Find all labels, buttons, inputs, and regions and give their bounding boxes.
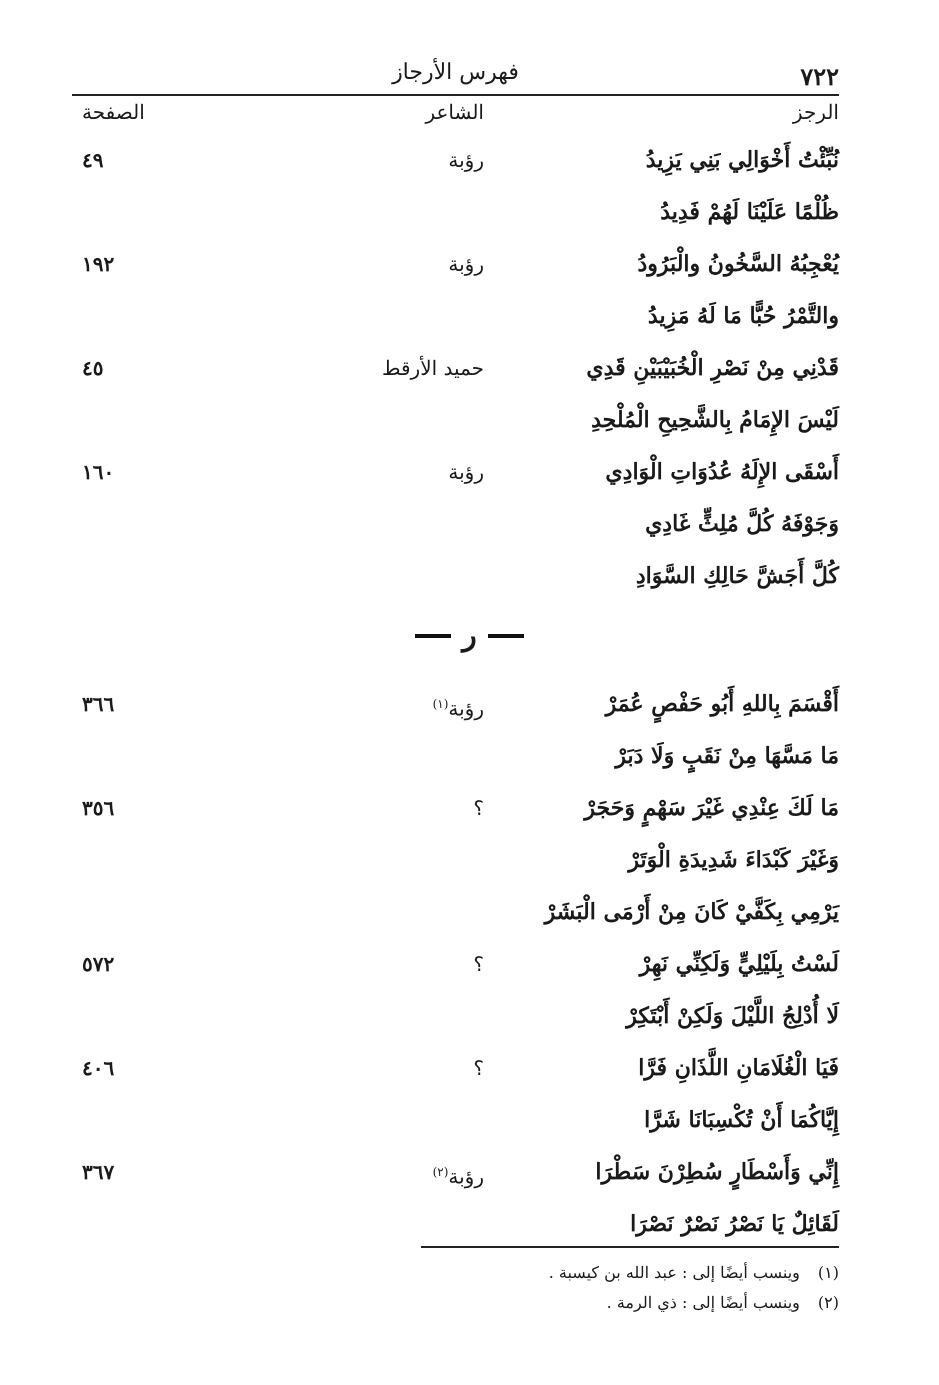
footnote [239, 1288, 839, 1318]
index-entry [72, 238, 839, 342]
index-entry [72, 1146, 839, 1250]
footnotes [239, 1258, 839, 1318]
index-entry [72, 1042, 839, 1146]
verse-line: لَقَائِلٌ يَا نَصْرُ نَصْرٌ نَصْرَا [630, 1211, 839, 1237]
index-entry [72, 938, 839, 1042]
page-reference: ٣٦٧ [82, 1160, 115, 1184]
column-header-poet: الشاعر [425, 100, 484, 124]
verse-line: وَجَوْفَهُ كُلَّ مُلِثٍّ غَادِي [645, 511, 839, 537]
header-rule [72, 94, 839, 96]
verse-line: مَا مَسَّهَا مِنْ نَقَبٍ وَلَا دَبَرْ [615, 743, 839, 769]
heading-dash [415, 634, 451, 638]
page-number: ٧٢٢ [800, 62, 839, 91]
verse-line: فَيَا الْغُلَامَانِ اللَّذَانِ فَرَّا [638, 1055, 839, 1081]
page-reference: ٣٦٦ [82, 692, 115, 716]
verse-line: لَا أُدْلِجُ اللَّيْلَ وَلَكِنْ أَبْتَكِرْ [626, 1003, 839, 1029]
page-reference: ٣٥٦ [82, 796, 115, 820]
page-reference: ٤٠٦ [82, 1056, 115, 1080]
verse-line: أَسْقَى الإِلَهُ عُدُوَاتِ الْوَادِي [605, 459, 839, 485]
verse-line: يُعْجِبُهُ السَّخُونُ والْبَرُودُ [637, 251, 839, 277]
index-entry [72, 678, 839, 782]
index-entry [72, 782, 839, 938]
verse-line: يَرْمِي بِكَفَّيْ كَانَ مِنْ أَرْمَى الْبَشَرْ [544, 899, 839, 925]
section-dal [72, 134, 839, 602]
index-entry [72, 342, 839, 446]
poet-name: رؤبة [448, 252, 484, 276]
poet-unknown: ؟ [473, 1056, 484, 1080]
verse-line: ظُلْمًا عَلَيْنَا لَهُمْ فَدِيدُ [660, 199, 839, 225]
poet-unknown: ؟ [473, 796, 484, 820]
section-letter-heading [0, 618, 939, 668]
verse-line: قَدْنِي مِنْ نَصْرِ الْخُبَيْبَيْنِ قَدِي [586, 355, 839, 381]
poet-name: رؤبة$^{(١)}$ [432, 696, 484, 721]
poet-name: حميد الأرقط [382, 356, 484, 380]
verse-line: لَيْسَ الإِمَامُ بِالشَّحِيحِ الْمُلْحِدِ [591, 407, 839, 433]
column-header-page: الصفحة [82, 100, 145, 124]
poet-name: رؤبة$^{(٢)}$ [432, 1164, 484, 1189]
verse-line: وَغَيْرَ كَبْدَاءَ شَدِيدَةِ الْوَتَرْ [628, 847, 839, 873]
page-reference: ١٦٠ [82, 460, 115, 484]
verse-line: نُبِّئْتُ أَخْوَالِي بَنِي يَزِيدُ [645, 147, 839, 173]
index-entry [72, 446, 839, 602]
page-reference: ٥٧٢ [82, 952, 115, 976]
footnote-marker[interactable]: (٢) [432, 1165, 449, 1179]
column-header-verse: الرجز [792, 100, 839, 124]
verse-line: كُلَّ أَجَشَّ حَالِكِ السَّوَادِ [635, 563, 839, 589]
running-title: فهرس الأرجاز [392, 60, 519, 85]
page-header [72, 60, 839, 94]
section-letter: ر [462, 618, 477, 653]
footnote-marker[interactable]: (١) [432, 697, 449, 711]
poet-unknown: ؟ [473, 952, 484, 976]
page-reference: ١٩٢ [82, 252, 115, 276]
footnote [239, 1258, 839, 1288]
verse-line: إِيَّاكُمَا أَنْ تُكْسِبَانَا شَرَّا [644, 1107, 839, 1133]
poet-name: رؤبة [448, 460, 484, 484]
verse-line: أَقْسَمَ بِاللهِ أَبُو حَفْصٍ عُمَرْ [605, 691, 839, 717]
verse-line: لَسْتُ بِلَيْلِيٍّ وَلَكِنِّي نَهِرْ [639, 951, 839, 977]
index-entry [72, 134, 839, 238]
footnote-number: (١) [817, 1263, 839, 1282]
footnote-text: وينسب أيضًا إلى : عبد الله بن كيسبة . [548, 1263, 800, 1282]
page-reference: ٤٩ [82, 148, 104, 172]
verse-line: والتَّمْرُ حُبًّا مَا لَهُ مَزِيدُ [647, 303, 839, 329]
footnote-number: (٢) [817, 1293, 839, 1312]
section-ra [72, 678, 839, 1250]
page-reference: ٤٥ [82, 356, 104, 380]
footnote-rule [421, 1246, 839, 1248]
heading-dash [488, 634, 524, 638]
footnote-text: وينسب أيضًا إلى : ذي الرمة . [606, 1293, 800, 1312]
verse-line: مَا لَكَ عِنْدِي غَيْرَ سَهْمٍ وَحَجَرْ [584, 795, 839, 821]
verse-line: إِنِّي وَأَسْطَارٍ سُطِرْنَ سَطْرَا [595, 1159, 839, 1185]
column-headers [72, 100, 839, 134]
poet-name: رؤبة [448, 148, 484, 172]
